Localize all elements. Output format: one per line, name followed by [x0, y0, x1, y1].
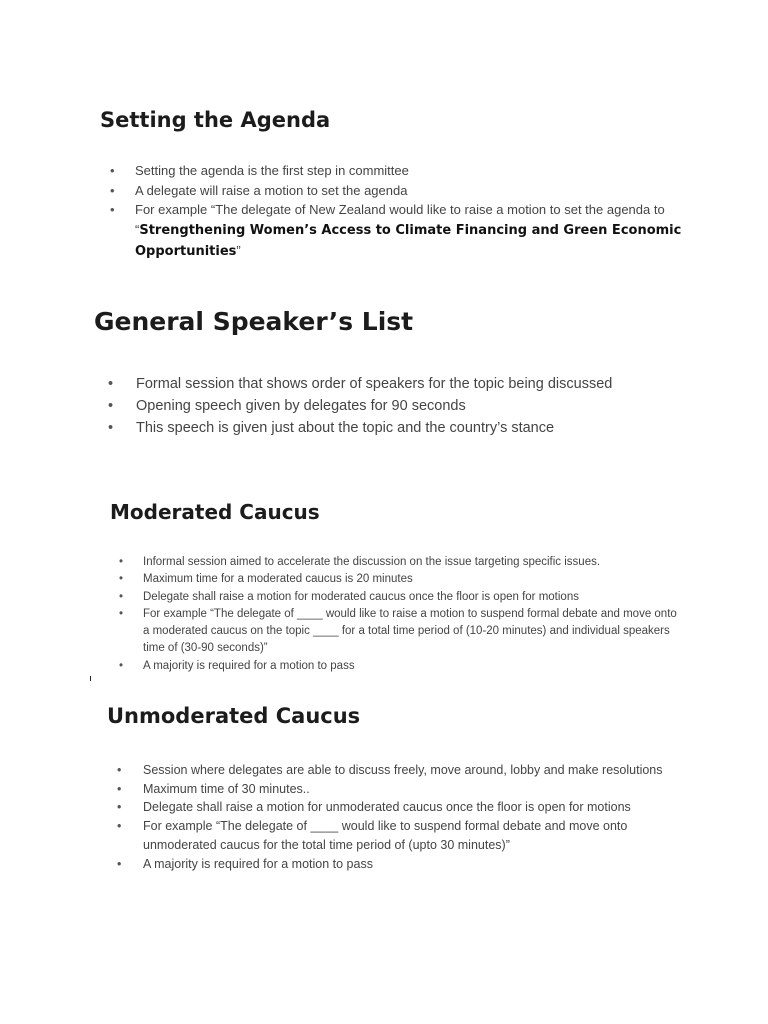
example-suffix: ”	[236, 242, 241, 258]
list-item	[135, 200, 735, 261]
list-item: • A delegate will raise a motion to set the agenda	[135, 181, 735, 201]
list-item: • Informal session aimed to accelerate the discussion on the issue targeting specific issues.	[143, 554, 683, 571]
bullet-list	[135, 161, 735, 262]
list-item: • Maximum time of 30 minutes..	[143, 780, 703, 799]
bullet-list	[143, 554, 683, 675]
section-unmoderated-caucus	[0, 700, 768, 873]
section-heading: Setting the Agenda	[100, 108, 331, 132]
list-item: • Delegate shall raise a motion for moderated caucus once the floor is open for motions	[143, 589, 683, 606]
section-heading: Unmoderated Caucus	[107, 704, 361, 728]
bullet-list	[136, 373, 736, 439]
section-setting-the-agenda	[0, 104, 768, 262]
list-item: • A majority is required for a motion to pass	[143, 658, 683, 675]
stray-mark	[90, 676, 91, 681]
agenda-topic: Strengthening Women’s Access to Climate Financing and Green Economic Opportunities	[135, 223, 682, 259]
list-item: • Delegate shall raise a motion for unmoderated caucus once the floor is open for motions	[143, 798, 703, 817]
list-item: • Setting the agenda is the first step in committee	[135, 161, 735, 181]
list-item: • Opening speech given by delegates for 90 seconds	[136, 395, 736, 417]
list-item: • For example “The delegate of ____ would like to raise a motion to suspend formal debate and move onto a moderated caucus on the topic ____ for a total time period of (10-20 minutes) and individual speakers time of (30-90 seconds)”	[143, 606, 683, 658]
list-item: • For example “The delegate of ____ would like to suspend formal debate and move onto unmoderated caucus for the total time period of (upto 30 minutes)”	[143, 817, 703, 854]
section-moderated-caucus	[0, 497, 768, 675]
list-item: • This speech is given just about the topic and the country’s stance	[136, 417, 736, 439]
section-general-speakers-list	[0, 303, 768, 439]
example-prefix: For example “The delegate of New Zealand would like to raise a motion to set the agenda to “	[135, 202, 665, 238]
list-item: • Formal session that shows order of speakers for the topic being discussed	[136, 373, 736, 395]
list-item: • A majority is required for a motion to pass	[143, 855, 703, 874]
section-heading: Moderated Caucus	[110, 500, 320, 524]
list-item: • Session where delegates are able to discuss freely, move around, lobby and make resolutions	[143, 761, 703, 780]
bullet-list	[143, 761, 703, 873]
section-heading: General Speaker’s List	[94, 307, 414, 336]
list-item: • Maximum time for a moderated caucus is 20 minutes	[143, 571, 683, 588]
